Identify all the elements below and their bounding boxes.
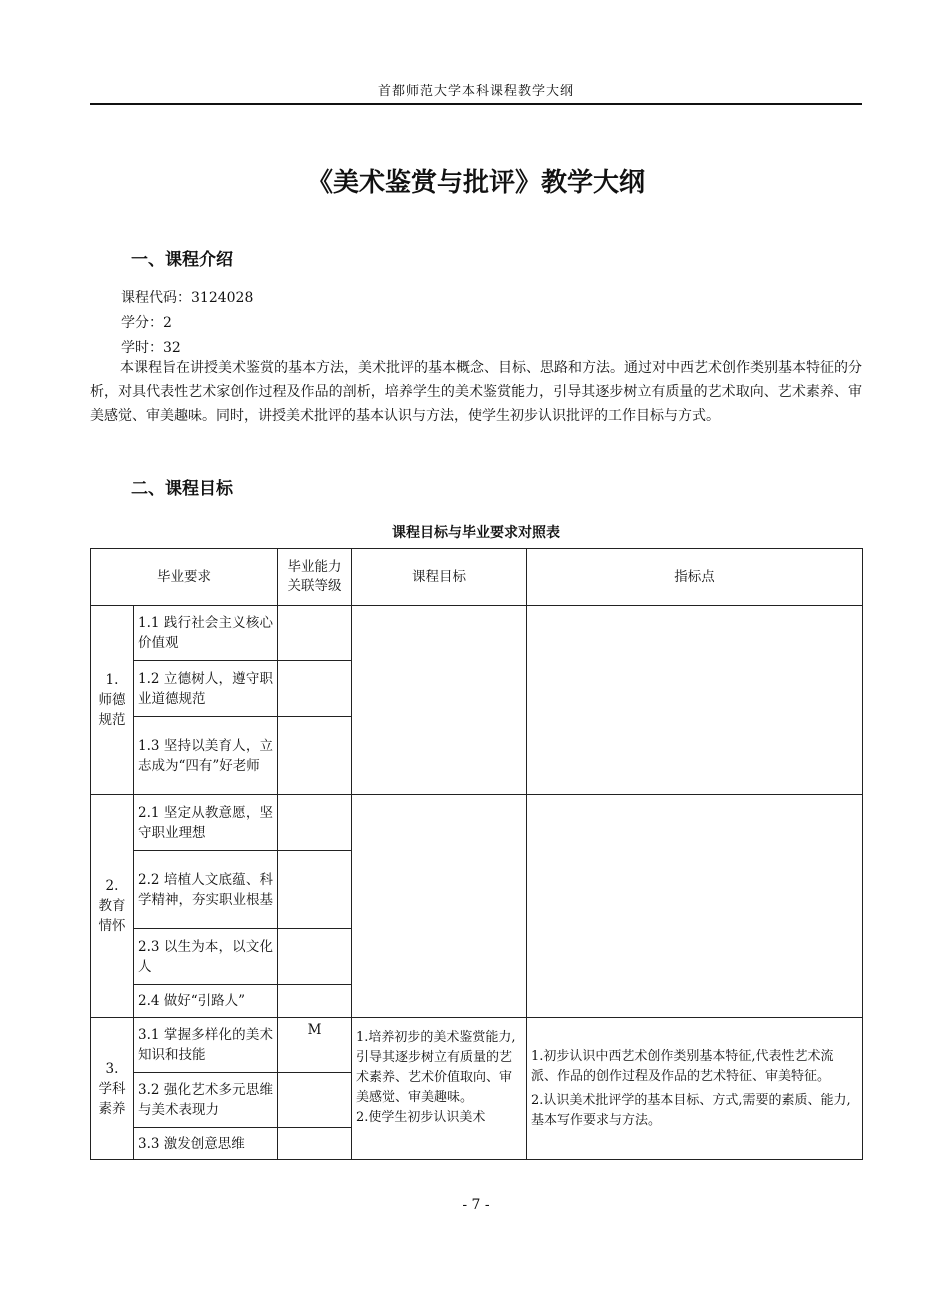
table-row: [91, 795, 863, 851]
indicator-1: 1.初步认识中西艺术创作类别基本特征,代表性艺术流派、作品的创作过程及作品的艺术特征、审美特征。: [531, 1048, 834, 1084]
header-rule: [90, 103, 862, 105]
requirement-cell: 1.2 立德树人，遵守职业道德规范: [134, 661, 278, 717]
course-goal-1: 1.培养初步的美术鉴赏能力,引导其逐步树立有质量的艺术素养、艺术价值取向、审美感觉、审美趣味。: [356, 1030, 516, 1105]
section-heading-goals: 二、课程目标: [131, 479, 233, 499]
table-caption: 课程目标与毕业要求对照表: [392, 525, 560, 541]
running-header: 首都师范大学本科课程教学大纲: [377, 84, 574, 99]
level-cell: [278, 851, 352, 929]
level-cell: [278, 717, 352, 795]
header-level: 毕业能力关联等级: [278, 549, 352, 606]
requirement-cell: 1.1 践行社会主义核心价值观: [134, 606, 278, 661]
level-cell: [278, 1073, 352, 1128]
course-goal-2: 2.使学生初步认识美术: [356, 1110, 486, 1125]
goal-cell-empty: [352, 606, 527, 795]
course-credits: 学分：2: [121, 315, 172, 331]
requirement-cell: 2.4 做好“引路人”: [134, 985, 278, 1018]
document-title: 《美术鉴赏与批评》教学大纲: [306, 168, 645, 198]
requirement-cell: 2.3 以生为本，以文化人: [134, 929, 278, 985]
indicator-cell: [527, 1018, 863, 1160]
course-goal-cell: [352, 1018, 527, 1160]
level-cell: [278, 606, 352, 661]
header-indicator: 指标点: [527, 549, 863, 606]
requirement-cell: 1.3 坚持以美育人，立志成为“四有”好老师: [134, 717, 278, 795]
level-cell: [278, 929, 352, 985]
page-number: - 7 -: [462, 1197, 490, 1213]
header-goal: 课程目标: [352, 549, 527, 606]
course-intro-paragraph: 本课程旨在讲授美术鉴赏的基本方法，美术批评的基本概念、目标、思路和方法。通过对中西艺术创作类别基本特征的分析，对具代表性艺术家创作过程及作品的剖析，培养学生的美术鉴赏能力，引导其逐步树立有质量的艺术取向、艺术素养、审美感觉、审美趣味。同时，讲授美术批评的基本认识与方法，使学生初步认识批评的工作目标与方式。: [90, 360, 862, 424]
goal-cell-empty: [352, 795, 527, 1018]
indicator-cell-empty: [527, 795, 863, 1018]
category-cell: [91, 795, 134, 1018]
header-requirement: 毕业要求: [91, 549, 278, 606]
table-row: [91, 606, 863, 661]
category-label: 1. 师德 规范: [98, 672, 126, 728]
level-cell: M: [278, 1018, 352, 1073]
requirement-cell: 2.1 坚定从教意愿，坚守职业理想: [134, 795, 278, 851]
category-cell: [91, 1018, 134, 1160]
requirement-cell: 3.2 强化艺术多元思维与美术表现力: [134, 1073, 278, 1128]
level-cell: [278, 1128, 352, 1160]
indicator-cell-empty: [527, 606, 863, 795]
section-heading-intro: 一、课程介绍: [131, 250, 233, 270]
level-cell: [278, 795, 352, 851]
table-row: [91, 1018, 863, 1073]
level-cell: [278, 661, 352, 717]
requirement-cell: 3.3 激发创意思维: [134, 1128, 278, 1160]
requirement-cell: 3.1 掌握多样化的美术知识和技能: [134, 1018, 278, 1073]
course-hours: 学时：32: [121, 340, 181, 356]
category-label: 3. 学科 素养: [98, 1060, 126, 1117]
category-cell: [91, 606, 134, 795]
category-label: 2. 教育 情怀: [98, 878, 126, 934]
level-cell: [278, 985, 352, 1018]
indicator-2: 2.认识美术批评学的基本目标、方式,需要的素质、能力,基本写作要求与方法。: [531, 1092, 851, 1128]
table-header-row: [91, 549, 863, 606]
requirements-mapping-table: [90, 548, 863, 1160]
course-code: 课程代码：3124028: [121, 290, 254, 306]
requirement-cell: 2.2 培植人文底蕴、科学精神，夯实职业根基: [134, 851, 278, 929]
